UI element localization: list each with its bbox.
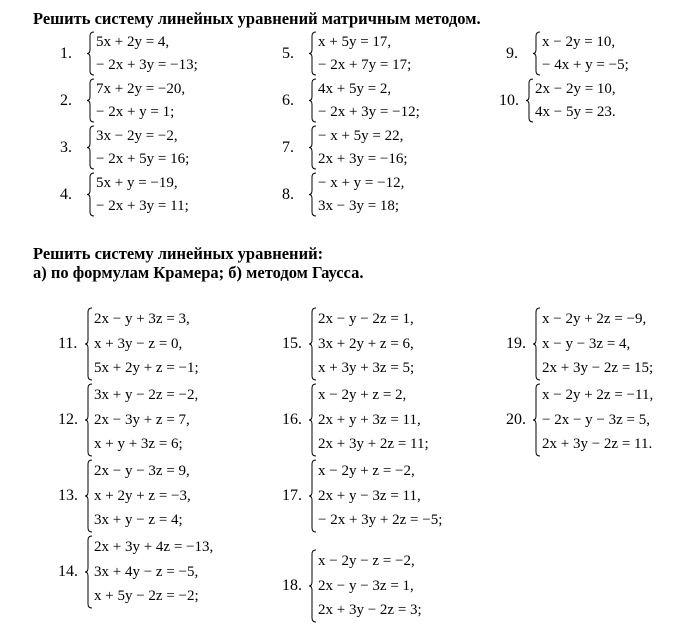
brace-icon bbox=[308, 459, 318, 533]
equation-system bbox=[96, 31, 198, 76]
brace-icon bbox=[308, 383, 318, 457]
equation-system bbox=[318, 307, 414, 381]
problem-number: 19. bbox=[506, 335, 526, 352]
equation: 3x + 4y − z = −5, bbox=[94, 563, 199, 580]
problem-number: 20. bbox=[506, 411, 526, 428]
equation: x − 2y − z = −2, bbox=[318, 553, 415, 569]
equation: 5x + 2y = 4, bbox=[96, 34, 170, 50]
equation: 2x − y − 3z = 9, bbox=[94, 463, 190, 479]
brace-icon bbox=[308, 172, 318, 217]
equation-system bbox=[96, 125, 189, 170]
equation: 2x − y + 3z = 3, bbox=[94, 311, 190, 327]
equation-system bbox=[94, 459, 191, 533]
problem-number: 13. bbox=[58, 487, 78, 504]
equation-system bbox=[96, 172, 189, 217]
equation-system bbox=[542, 383, 653, 457]
equation: 2x − 3y + z = 7, bbox=[94, 411, 190, 428]
problem-number: 14. bbox=[58, 563, 78, 580]
section2-heading-line1: Решить систему линейных уравнений: bbox=[33, 244, 324, 263]
equation-system bbox=[94, 535, 213, 609]
equation-system bbox=[535, 78, 616, 123]
equation: x − 2y + z = −2, bbox=[318, 463, 415, 479]
brace-icon bbox=[532, 307, 542, 381]
brace-icon bbox=[86, 78, 96, 123]
equation: x − y − 3z = 4, bbox=[542, 335, 631, 352]
equation: x − 2y = 10, bbox=[542, 34, 616, 50]
equation: 5x + 2y + z = −1; bbox=[94, 360, 199, 376]
section1-heading: Решить систему линейных уравнений матричным методом. bbox=[33, 9, 481, 28]
brace-icon bbox=[308, 307, 318, 381]
equation-system bbox=[318, 31, 411, 76]
problem-number: 10. bbox=[499, 91, 519, 109]
problem-number: 4. bbox=[60, 185, 72, 203]
equation: − 2x + 5y = 16; bbox=[96, 150, 190, 167]
equation: 5x + y = −19, bbox=[96, 175, 178, 191]
brace-icon bbox=[86, 172, 96, 217]
equation: x + 2y + z = −3, bbox=[94, 487, 191, 504]
equation: − 2x + y = 1; bbox=[96, 103, 175, 120]
problem-number: 7. bbox=[282, 138, 294, 156]
problem-number: 12. bbox=[58, 411, 78, 428]
problem-number: 2. bbox=[60, 91, 72, 109]
problem-number: 16. bbox=[282, 411, 302, 428]
equation-system bbox=[542, 307, 653, 381]
equation: 4x + 5y = 2, bbox=[318, 81, 392, 97]
equation-system bbox=[318, 78, 420, 123]
problem-number: 9. bbox=[506, 44, 518, 62]
equation: x − 2y + 2z = −11, bbox=[542, 387, 654, 403]
equation-system bbox=[318, 383, 429, 457]
equation: 7x + 2y = −20, bbox=[96, 81, 186, 97]
section2-heading bbox=[33, 244, 363, 282]
equation: 3x + y − z = 4; bbox=[94, 512, 183, 528]
equation: − x + 5y = 22, bbox=[318, 128, 404, 144]
brace-icon bbox=[84, 383, 94, 457]
brace-icon bbox=[84, 459, 94, 533]
problem-number: 1. bbox=[60, 44, 72, 62]
equation-system bbox=[318, 172, 404, 217]
brace-icon bbox=[84, 535, 94, 609]
equation: − 2x + 3y = −13; bbox=[96, 56, 198, 73]
equation: 2x − y − 3z = 1, bbox=[318, 577, 414, 594]
brace-icon bbox=[532, 31, 542, 76]
problem-number: 11. bbox=[58, 335, 78, 352]
equation-system bbox=[96, 78, 185, 123]
brace-icon bbox=[308, 31, 318, 76]
problem-number: 5. bbox=[282, 44, 294, 62]
problem-number: 17. bbox=[282, 487, 302, 504]
problem-number: 8. bbox=[282, 185, 294, 203]
equation-system bbox=[542, 31, 629, 76]
equation: 3x + 2y + z = 6, bbox=[318, 335, 414, 352]
equation: 2x + 3y + 2z = 11; bbox=[318, 436, 429, 452]
equation: 2x + y + 3z = 11, bbox=[318, 411, 421, 428]
section2-heading-line2: а) по формулам Крамера; б) методом Гаусса. bbox=[33, 263, 364, 282]
equation: 2x − 2y = 10, bbox=[535, 81, 616, 97]
brace-icon bbox=[86, 31, 96, 76]
equation: 3x − 3y = 18; bbox=[318, 197, 400, 214]
equation: − 2x + 7y = 17; bbox=[318, 56, 412, 73]
equation: 2x − y − 2z = 1, bbox=[318, 311, 414, 327]
equation: 2x + 3y − 2z = 11. bbox=[542, 436, 653, 452]
brace-icon bbox=[308, 549, 318, 623]
equation: 2x + 3y = −16; bbox=[318, 150, 408, 167]
equation: 2x + 3y − 2z = 3; bbox=[318, 602, 422, 618]
equation: − 4x + y = −5; bbox=[542, 56, 629, 73]
equation: x + y + 3z = 6; bbox=[94, 436, 183, 452]
brace-icon bbox=[525, 78, 535, 123]
equation: 2x + 3y + 4z = −13, bbox=[94, 539, 214, 555]
brace-icon bbox=[308, 78, 318, 123]
equation: − 2x − y − 3z = 5, bbox=[542, 411, 650, 428]
brace-icon bbox=[532, 383, 542, 457]
equation: x − 2y + z = 2, bbox=[318, 387, 407, 403]
equation: − 2x + 3y = −12; bbox=[318, 103, 420, 120]
equation: 2x + 3y − 2z = 15; bbox=[542, 360, 654, 376]
brace-icon bbox=[86, 125, 96, 170]
equation: 4x − 5y = 23. bbox=[535, 103, 616, 120]
problem-number: 18. bbox=[282, 577, 302, 594]
equation-system bbox=[94, 307, 199, 381]
problem-number: 15. bbox=[282, 335, 302, 352]
equation-system bbox=[318, 459, 442, 533]
equation-system bbox=[318, 125, 408, 170]
equation: − x + y = −12, bbox=[318, 175, 405, 191]
equation: 2x + y − 3z = 11, bbox=[318, 487, 421, 504]
equation: x + 3y + 3z = 5; bbox=[318, 360, 415, 376]
problem-number: 3. bbox=[60, 138, 72, 156]
equation: x + 5y = 17, bbox=[318, 34, 392, 50]
brace-icon bbox=[84, 307, 94, 381]
problem-number: 6. bbox=[282, 91, 294, 109]
equation: 3x − 2y = −2, bbox=[96, 128, 178, 144]
equation: − 2x + 3y + 2z = −5; bbox=[318, 512, 443, 528]
equation-system bbox=[94, 383, 198, 457]
equation-system bbox=[318, 549, 422, 623]
equation: x − 2y + 2z = −9, bbox=[542, 311, 647, 327]
equation: x + 5y − 2z = −2; bbox=[94, 588, 199, 604]
equation: − 2x + 3y = 11; bbox=[96, 197, 189, 214]
equation: x + 3y − z = 0, bbox=[94, 335, 183, 352]
brace-icon bbox=[308, 125, 318, 170]
equation: 3x + y − 2z = −2, bbox=[94, 387, 199, 403]
